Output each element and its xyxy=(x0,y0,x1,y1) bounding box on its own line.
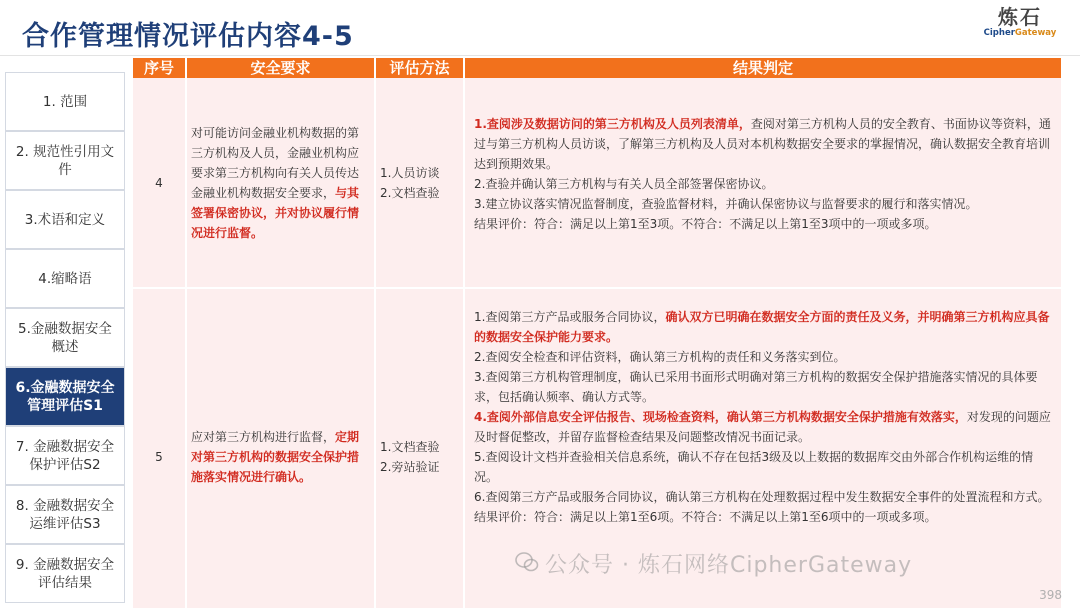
sidebar-item-abbreviations[interactable]: 4.缩略语 xyxy=(5,249,125,308)
company-logo xyxy=(972,6,1068,38)
wechat-icon xyxy=(515,551,539,573)
method-cell: 1.人员访谈 2.文档查验 xyxy=(376,78,465,287)
watermark-text: 公众号 · 炼石网络CipherGateway xyxy=(545,553,913,578)
header-result: 结果判定 xyxy=(732,59,793,77)
row-number: 5 xyxy=(133,289,187,608)
method-cell: 1.文档查验 2.旁站验证 xyxy=(376,289,465,608)
sidebar-item-operations-s3[interactable]: 8. 金融数据安全运维评估S3 xyxy=(5,485,125,544)
requirement-cell: 对可能访问金融业机构数据的第三方机构及人员，金融业机构应要求第三方机构向有关人员传达金融业机构数据安全要求，与其签署保密协议，并对协议履行情况进行监督。 xyxy=(187,78,376,287)
assessment-table xyxy=(133,58,1061,608)
sidebar-item-protection-s2[interactable]: 7. 金融数据安全保护评估S2 xyxy=(5,426,125,485)
sidebar-item-normative-references[interactable]: 2. 规范性引用文件 xyxy=(5,131,125,190)
sidebar-item-terms[interactable]: 3.术语和定义 xyxy=(5,190,125,249)
result-cell: 1.查阅第三方产品或服务合同协议，确认双方已明确在数据安全方面的责任及义务，并明确第三方机构应具备的数据安全保护能力要求。 2.查阅安全检查和评估资料，确认第三方机构的责任和义务落实到位。 3.查阅第三方机构管理制度，确认已采用书面形式明确对第三方机构的数据安全保护措施落实情况的具体要求，包括确认频率、确认方式等。 4.查阅外部信息安全评估报告、现场检查资料，确认第三方机构数据安全保护措施有效落实，对发现的问题应及时督促整改，并留存监督检查结果及问题整改情况书面记录。 5.查阅设计文档并查验相关信息系统，确认不存在包括3级及以上数据的数据库交由外部合作机构运维的情况。 6.查阅第三方产品或服务合同协议，确认第三方机构在处理数据过程中发生数据安全事件的处置流程和方式。 结果评价：符合：满足以上第1至6项。不符合：不满足以上第1至6项中的一项或多项。 xyxy=(474,310,1051,524)
title-divider xyxy=(0,55,1080,56)
sidebar-nav xyxy=(5,72,125,603)
header-method: 评估方法 xyxy=(376,58,465,78)
row-number: 4 xyxy=(133,78,187,287)
table-row xyxy=(133,78,1061,289)
sidebar-item-scope[interactable]: 1. 范围 xyxy=(5,72,125,131)
sidebar-item-results[interactable]: 9. 金融数据安全评估结果 xyxy=(5,544,125,603)
sidebar-item-management-s1[interactable]: 6.金融数据安全管理评估S1 xyxy=(5,367,125,426)
logo-subtext: CipherGateway xyxy=(983,28,1057,38)
page-title: 合作管理情况评估内容4-5 xyxy=(22,21,354,52)
logo-text: 炼石 xyxy=(998,5,1042,29)
table-header xyxy=(133,58,1061,78)
header-requirement: 安全要求 xyxy=(187,58,376,78)
requirement-cell: 应对第三方机构进行监督，定期对第三方机构的数据安全保护措施落实情况进行确认。 xyxy=(187,289,376,608)
result-cell: 1.查阅涉及数据访问的第三方机构及人员列表清单，查阅对第三方机构人员的安全教育、书面协议等资料，通过与第三方机构人员访谈，了解第三方机构及人员对本机构数据安全要求的掌握情况，确认数据安全教育培训达到预期效果。 2.查验并确认第三方机构与有关人员全部签署保密协议。 3.建立协议落实情况监督制度，查验监督材料，并确认保密协议与监督要求的履行和落实情况。 结果评价：符合：满足以上第1至3项。不符合：不满足以上第1至3项中的一项或多项。 xyxy=(474,117,1051,231)
page-number: 398 xyxy=(1039,588,1062,602)
header-num: 序号 xyxy=(133,58,187,78)
sidebar-item-overview[interactable]: 5.金融数据安全概述 xyxy=(5,308,125,367)
